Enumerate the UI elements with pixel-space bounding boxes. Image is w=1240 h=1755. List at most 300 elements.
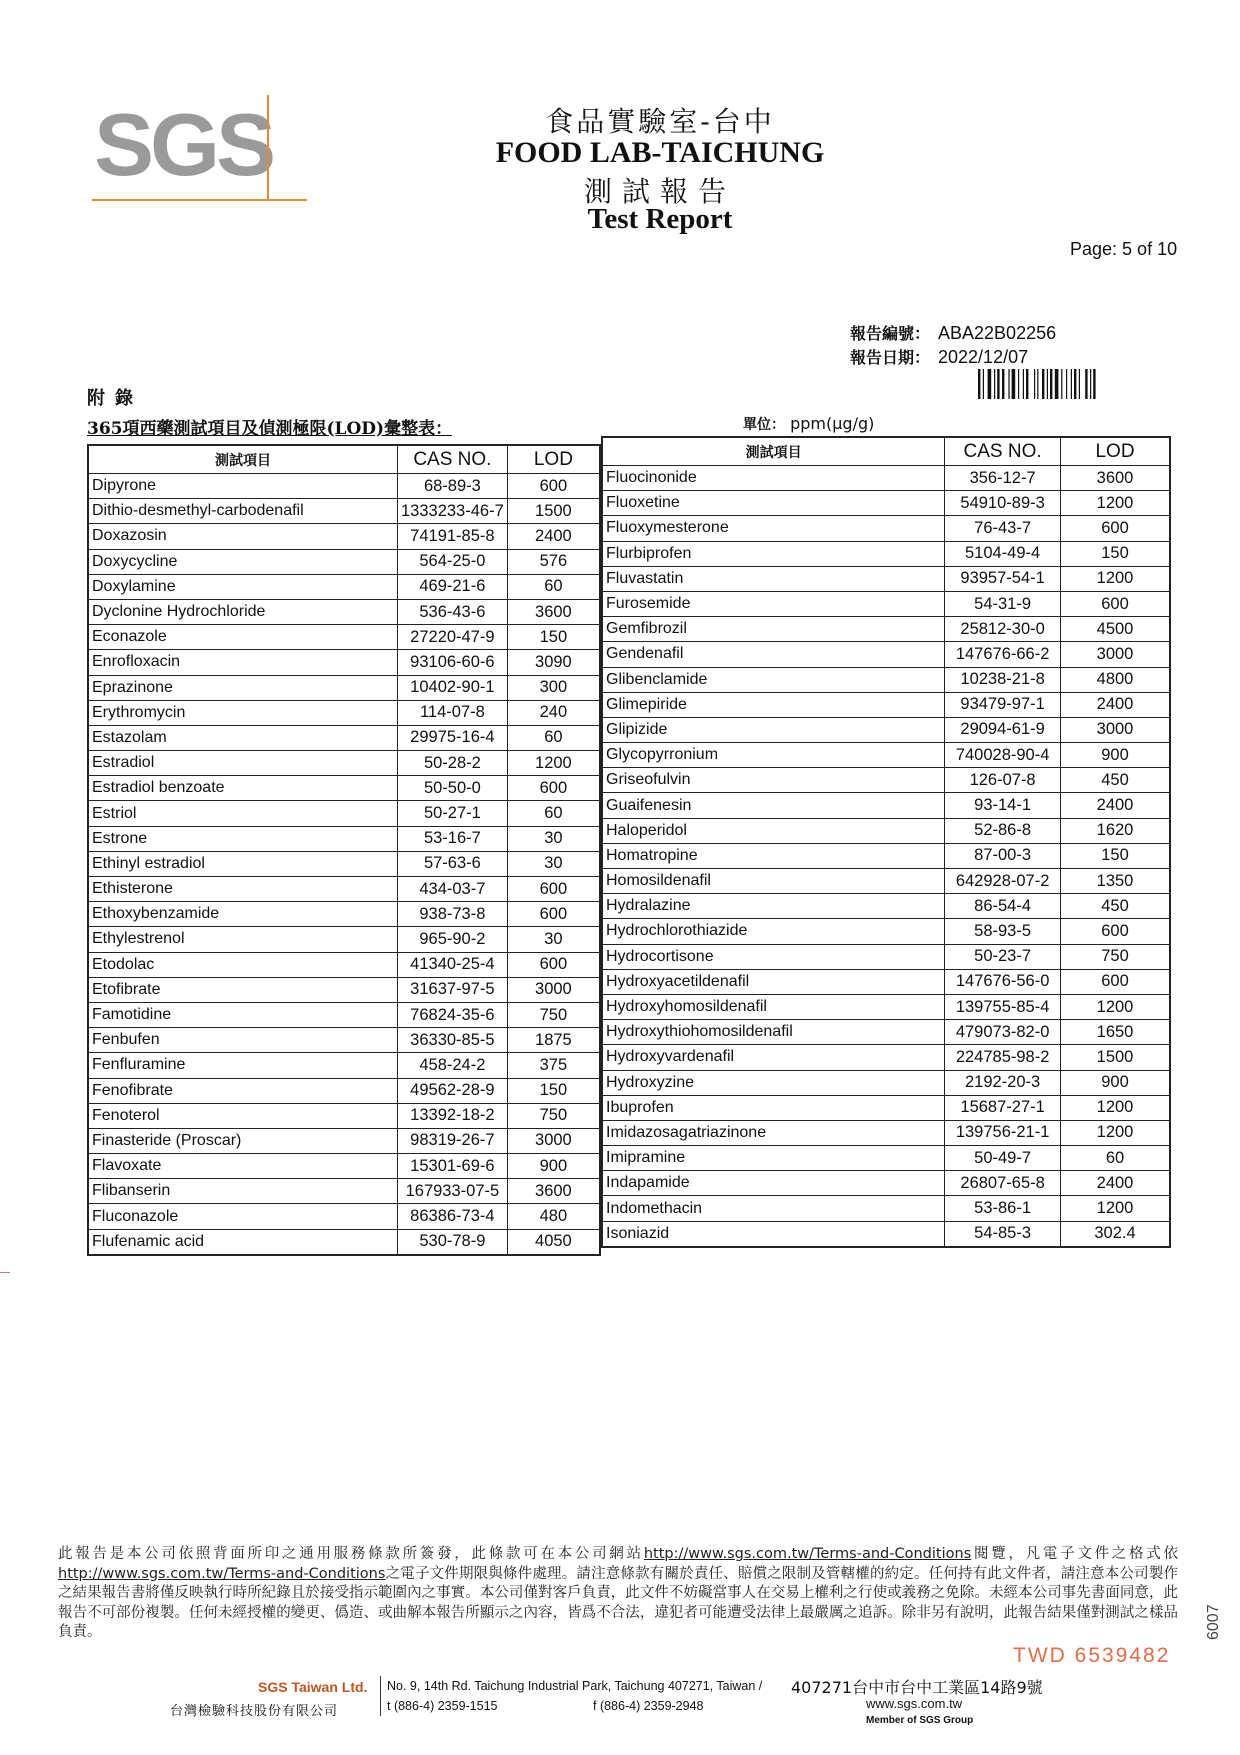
lod-value-cell: 3000	[507, 977, 600, 1002]
table-row	[602, 869, 1170, 894]
table-row	[88, 549, 600, 574]
drug-name-cell: Indomethacin	[602, 1196, 945, 1221]
col-header-cas: CAS NO.	[945, 437, 1061, 466]
cas-number-cell: 13392-18-2	[398, 1103, 508, 1128]
lod-value-cell: 60	[1061, 1146, 1170, 1171]
table-header-row	[88, 445, 600, 474]
barcode-bar	[1085, 369, 1087, 399]
table-row	[88, 902, 600, 927]
cas-number-cell: 126-07-8	[945, 768, 1061, 793]
table-row	[602, 667, 1170, 692]
drug-name-cell: Doxylamine	[88, 574, 398, 599]
barcode-bar	[1026, 369, 1028, 399]
drug-name-cell: Dyclonine Hydrochloride	[88, 599, 398, 624]
cas-number-cell: 76824-35-6	[398, 1002, 508, 1027]
drug-name-cell: Isoniazid	[602, 1221, 945, 1247]
drug-name-cell: Ethoxybenzamide	[88, 902, 398, 927]
phone-number: t (886-4) 2359-1515	[387, 1699, 498, 1713]
table-row	[602, 1120, 1170, 1145]
table-row	[602, 1020, 1170, 1045]
lod-value-cell: 60	[507, 725, 600, 750]
cas-number-cell: 224785-98-2	[945, 1045, 1061, 1070]
drug-name-cell: Estrone	[88, 826, 398, 851]
drug-name-cell: Ethisterone	[88, 877, 398, 902]
lod-value-cell: 150	[1061, 541, 1170, 566]
barcode-bar	[1093, 369, 1095, 399]
drug-name-cell: Flurbiprofen	[602, 541, 945, 566]
barcode-bar	[1012, 369, 1016, 399]
drug-name-cell: Flavoxate	[88, 1154, 398, 1179]
drug-name-cell: Etodolac	[88, 952, 398, 977]
sgs-logo	[92, 95, 307, 205]
drug-name-cell: Indapamide	[602, 1171, 945, 1196]
drug-name-cell: Ethylestrenol	[88, 927, 398, 952]
table-row	[602, 743, 1170, 768]
cas-number-cell: 469-21-6	[398, 574, 508, 599]
table-row	[88, 1028, 600, 1053]
lod-table-left	[87, 444, 601, 1256]
cas-number-cell: 54-85-3	[945, 1221, 1061, 1247]
table-row	[602, 466, 1170, 491]
table-row	[602, 1045, 1170, 1070]
table-row	[602, 1196, 1170, 1221]
lod-value-cell: 4050	[507, 1229, 600, 1255]
cas-number-cell: 93957-54-1	[945, 566, 1061, 591]
cas-number-cell: 25812-30-0	[945, 617, 1061, 642]
barcode-bar	[1034, 369, 1035, 399]
lod-value-cell: 1200	[1061, 491, 1170, 516]
lod-value-cell: 600	[507, 952, 600, 977]
drug-name-cell: Fenofibrate	[88, 1078, 398, 1103]
drug-name-cell: Estradiol benzoate	[88, 776, 398, 801]
table-row	[88, 927, 600, 952]
cas-number-cell: 26807-65-8	[945, 1171, 1061, 1196]
lod-value-cell: 1200	[1061, 566, 1170, 591]
lod-value-cell: 750	[1061, 944, 1170, 969]
barcode-bar	[997, 369, 999, 399]
cas-number-cell: 10238-21-8	[945, 667, 1061, 692]
cas-number-cell: 139756-21-1	[945, 1120, 1061, 1145]
lod-value-cell: 1650	[1061, 1020, 1170, 1045]
lod-value-cell: 1620	[1061, 818, 1170, 843]
lod-value-cell: 150	[507, 1078, 600, 1103]
table-row	[88, 625, 600, 650]
drug-name-cell: Homosildenafil	[602, 869, 945, 894]
drug-name-cell: Hydralazine	[602, 894, 945, 919]
terms-link-1[interactable]: http://www.sgs.com.tw/Terms-and-Conditions	[643, 1546, 972, 1562]
address-zh: 407271台中市台中工業區14路9號	[791, 1678, 1043, 1697]
drug-name-cell: Fluvastatin	[602, 566, 945, 591]
cas-number-cell: 139755-85-4	[945, 994, 1061, 1019]
lod-value-cell: 2400	[507, 524, 600, 549]
cas-number-cell: 53-16-7	[398, 826, 508, 851]
cas-number-cell: 5104-49-4	[945, 541, 1061, 566]
lod-value-cell: 600	[507, 877, 600, 902]
cas-number-cell: 49562-28-9	[398, 1078, 508, 1103]
cas-number-cell: 2192-20-3	[945, 1070, 1061, 1095]
barcode-bar	[1023, 369, 1024, 399]
table-row	[88, 1103, 600, 1128]
barcode-bar	[1055, 369, 1059, 399]
table-row	[602, 1095, 1170, 1120]
cas-number-cell: 87-00-3	[945, 843, 1061, 868]
drug-name-cell: Fenfluramine	[88, 1053, 398, 1078]
lod-value-cell: 1200	[1061, 1120, 1170, 1145]
disclaimer-part-3: 之電子文件期限與條件處理。請注意條款有關於責任、賠償之限制及管轄權的約定。任何持有此文件者，請注意本公司製作之結果報告書將僅反映執行時所紀錄且於接受指示範圍內之事實。本公司僅對客戶負責，此文件不妨礙當事人在交易上權利之行使或義務之免除。未經本公司事先書面同意，此報告不可部份複製。任何未經授權的變更、僞造、或曲解本報告所顯示之內容，皆爲不合法，違犯者可能遭受法律上最嚴厲之追訴。除非另有說明，此報告結果僅對測試之樣品負責。	[58, 1565, 1178, 1640]
cas-number-cell: 434-03-7	[398, 877, 508, 902]
drug-name-cell: Estriol	[88, 801, 398, 826]
barcode-bar	[1002, 369, 1004, 399]
barcode-bar	[978, 369, 980, 399]
col-header-item: 測試項目	[602, 437, 945, 466]
cas-number-cell: 1333233-46-7	[398, 499, 508, 524]
table-row	[88, 877, 600, 902]
drug-name-cell: Fenbufen	[88, 1028, 398, 1053]
table-row	[88, 977, 600, 1002]
table-row	[88, 776, 600, 801]
table-row	[602, 1070, 1170, 1095]
barcode-bar	[983, 369, 984, 399]
cas-number-cell: 57-63-6	[398, 851, 508, 876]
cas-number-cell: 147676-66-2	[945, 642, 1061, 667]
lod-value-cell: 3600	[507, 1179, 600, 1204]
barcode-bar	[1018, 369, 1019, 399]
drug-name-cell: Griseofulvin	[602, 768, 945, 793]
drug-name-cell: Hydrochlorothiazide	[602, 919, 945, 944]
lod-value-cell: 3600	[1061, 466, 1170, 491]
table-row	[602, 843, 1170, 868]
lod-value-cell: 1200	[507, 751, 600, 776]
table-row	[602, 541, 1170, 566]
table-row	[88, 524, 600, 549]
table-row	[88, 499, 600, 524]
cas-number-cell: 54-31-9	[945, 591, 1061, 616]
barcode	[978, 369, 1150, 399]
cas-number-cell: 53-86-1	[945, 1196, 1061, 1221]
cas-number-cell: 86-54-4	[945, 894, 1061, 919]
drug-name-cell: Fluoxetine	[602, 491, 945, 516]
table-row	[602, 1221, 1170, 1247]
drug-name-cell: Etofibrate	[88, 977, 398, 1002]
table-row	[602, 818, 1170, 843]
cas-number-cell: 530-78-9	[398, 1229, 508, 1255]
lod-value-cell: 2400	[1061, 793, 1170, 818]
cas-number-cell: 27220-47-9	[398, 625, 508, 650]
table-row	[602, 1146, 1170, 1171]
table-row	[88, 1128, 600, 1153]
drug-name-cell: Glycopyrronium	[602, 743, 945, 768]
table-row	[602, 919, 1170, 944]
lod-value-cell: 30	[507, 927, 600, 952]
table-row	[602, 491, 1170, 516]
cas-number-cell: 93479-97-1	[945, 692, 1061, 717]
cas-number-cell: 93-14-1	[945, 793, 1061, 818]
lod-value-cell: 240	[507, 700, 600, 725]
table-row	[602, 516, 1170, 541]
lab-title-zh: 食品實驗室-台中	[545, 105, 775, 138]
cas-number-cell: 54910-89-3	[945, 491, 1061, 516]
drug-name-cell: Estazolam	[88, 725, 398, 750]
margin-mark	[0, 1272, 10, 1273]
drug-name-cell: Hydroxyacetildenafil	[602, 969, 945, 994]
drug-name-cell: Gemfibrozil	[602, 617, 945, 642]
unit-line	[743, 414, 874, 434]
table-row	[88, 574, 600, 599]
company-name-zh: 台灣檢驗科技股份有限公司	[170, 1704, 339, 1719]
cas-number-cell: 458-24-2	[398, 1053, 508, 1078]
cas-number-cell: 76-43-7	[945, 516, 1061, 541]
table-row	[602, 894, 1170, 919]
cas-number-cell: 68-89-3	[398, 474, 508, 499]
table-row	[88, 826, 600, 851]
barcode-bar	[1047, 369, 1048, 399]
drug-name-cell: Doxazosin	[88, 524, 398, 549]
address-en: No. 9, 14th Rd. Taichung Industrial Park, Taichung 407271, Taiwan /	[387, 1679, 763, 1693]
drug-name-cell: Hydroxyhomosildenafil	[602, 994, 945, 1019]
barcode-bar	[1079, 369, 1080, 399]
lod-value-cell: 450	[1061, 894, 1170, 919]
lod-value-cell: 900	[1061, 1070, 1170, 1095]
table-row	[88, 650, 600, 675]
lod-value-cell: 600	[1061, 591, 1170, 616]
member-note: Member of SGS Group	[866, 1715, 974, 1726]
cas-number-cell: 93106-60-6	[398, 650, 508, 675]
drug-name-cell: Fluoxymesterone	[602, 516, 945, 541]
cas-number-cell: 50-49-7	[945, 1146, 1061, 1171]
cas-number-cell: 50-50-0	[398, 776, 508, 801]
drug-name-cell: Finasteride (Proscar)	[88, 1128, 398, 1153]
lod-value-cell: 4800	[1061, 667, 1170, 692]
barcode-bar	[1008, 369, 1009, 399]
barcode-bar	[1042, 369, 1044, 399]
svg-text:SGS: SGS	[94, 95, 274, 194]
cas-number-cell: 10402-90-1	[398, 675, 508, 700]
lod-value-cell: 1500	[507, 499, 600, 524]
drug-name-cell: Homatropine	[602, 843, 945, 868]
lod-value-cell: 302.4	[1061, 1221, 1170, 1247]
barcode-bar	[1066, 369, 1067, 399]
report-title-en: Test Report	[587, 203, 733, 235]
lod-value-cell: 750	[507, 1103, 600, 1128]
lod-value-cell: 600	[507, 776, 600, 801]
table-row	[602, 1171, 1170, 1196]
cas-number-cell: 167933-07-5	[398, 1179, 508, 1204]
lod-value-cell: 900	[1061, 743, 1170, 768]
lod-value-cell: 60	[507, 801, 600, 826]
cas-number-cell: 147676-56-0	[945, 969, 1061, 994]
lod-value-cell: 300	[507, 675, 600, 700]
table-row	[88, 1204, 600, 1229]
drug-name-cell: Famotidine	[88, 1002, 398, 1027]
drug-name-cell: Estradiol	[88, 751, 398, 776]
table-row	[602, 642, 1170, 667]
lod-value-cell: 4500	[1061, 617, 1170, 642]
cas-number-cell: 50-23-7	[945, 944, 1061, 969]
lod-value-cell: 1500	[1061, 1045, 1170, 1070]
cas-number-cell: 29975-16-4	[398, 725, 508, 750]
table-row	[602, 969, 1170, 994]
drug-name-cell: Econazole	[88, 625, 398, 650]
table-body	[88, 474, 600, 1255]
lod-value-cell: 2400	[1061, 692, 1170, 717]
lod-value-cell: 600	[1061, 969, 1170, 994]
drug-name-cell: Imidazosagatriazinone	[602, 1120, 945, 1145]
cas-number-cell: 86386-73-4	[398, 1204, 508, 1229]
drug-name-cell: Guaifenesin	[602, 793, 945, 818]
table-row	[88, 675, 600, 700]
table-header-row	[602, 437, 1170, 466]
barcode-bar	[1090, 369, 1091, 399]
drug-name-cell: Dipyrone	[88, 474, 398, 499]
col-header-lod: LOD	[507, 445, 600, 474]
table-row	[602, 717, 1170, 742]
barcode-bar	[988, 369, 992, 399]
table-row	[88, 1179, 600, 1204]
lod-value-cell: 2400	[1061, 1171, 1170, 1196]
report-date-value: 2022/12/07	[938, 347, 1029, 367]
disclaimer-part-2: 閱覽，凡電子文件之格式依	[971, 1546, 1178, 1562]
drug-name-cell: Ethinyl estradiol	[88, 851, 398, 876]
lod-value-cell: 480	[507, 1204, 600, 1229]
drug-name-cell: Glibenclamide	[602, 667, 945, 692]
cas-number-cell: 74191-85-8	[398, 524, 508, 549]
serial-number: TWD 6539482	[1013, 1644, 1171, 1667]
drug-name-cell: Enrofloxacin	[88, 650, 398, 675]
cas-number-cell: 29094-61-9	[945, 717, 1061, 742]
drug-name-cell: Hydroxythiohomosildenafil	[602, 1020, 945, 1045]
lod-value-cell: 3090	[507, 650, 600, 675]
table-row	[602, 692, 1170, 717]
table-row	[88, 1002, 600, 1027]
drug-name-cell: Ibuprofen	[602, 1095, 945, 1120]
report-title-zh: 測試報告	[583, 175, 736, 208]
lod-value-cell: 1350	[1061, 869, 1170, 894]
drug-name-cell: Haloperidol	[602, 818, 945, 843]
lod-value-cell: 600	[1061, 516, 1170, 541]
cas-number-cell: 479073-82-0	[945, 1020, 1061, 1045]
lod-value-cell: 3000	[1061, 642, 1170, 667]
table-row	[602, 793, 1170, 818]
cas-number-cell: 36330-85-5	[398, 1028, 508, 1053]
lod-value-cell: 150	[1061, 843, 1170, 868]
table-caption: 365項西藥測試項目及偵測極限(LOD)彙整表：	[87, 419, 453, 439]
report-number	[850, 321, 1056, 344]
cas-number-cell: 356-12-7	[945, 466, 1061, 491]
table-row	[88, 952, 600, 977]
report-date-label: 報告日期：	[850, 348, 931, 367]
lod-value-cell: 3000	[507, 1128, 600, 1153]
drug-name-cell: Hydroxyvardenafil	[602, 1045, 945, 1070]
cas-number-cell: 41340-25-4	[398, 952, 508, 977]
table-row	[602, 768, 1170, 793]
barcode-bar	[994, 369, 995, 399]
drug-name-cell: Glipizide	[602, 717, 945, 742]
lod-table-right	[601, 436, 1171, 1248]
cas-number-cell: 740028-90-4	[945, 743, 1061, 768]
table-row	[88, 474, 600, 499]
table-row	[602, 591, 1170, 616]
barcode-bar	[1071, 369, 1072, 399]
drug-name-cell: Gendenafil	[602, 642, 945, 667]
lod-value-cell: 600	[1061, 919, 1170, 944]
table-row	[88, 801, 600, 826]
cas-number-cell: 965-90-2	[398, 927, 508, 952]
table-row	[88, 1154, 600, 1179]
lod-value-cell: 3600	[507, 599, 600, 624]
table-row	[88, 1229, 600, 1255]
drug-name-cell: Flufenamic acid	[88, 1229, 398, 1255]
table-row	[88, 1078, 600, 1103]
col-header-item: 測試項目	[88, 445, 398, 474]
col-header-cas: CAS NO.	[398, 445, 508, 474]
col-header-lod: LOD	[1061, 437, 1170, 466]
drug-name-cell: Eprazinone	[88, 675, 398, 700]
drug-name-cell: Dithio-desmethyl-carbodenafil	[88, 499, 398, 524]
lod-value-cell: 1200	[1061, 1196, 1170, 1221]
cas-number-cell: 98319-26-7	[398, 1128, 508, 1153]
drug-name-cell: Fenoterol	[88, 1103, 398, 1128]
lod-value-cell: 450	[1061, 768, 1170, 793]
table-row	[88, 725, 600, 750]
table-row	[88, 751, 600, 776]
lab-title-en: FOOD LAB-TAICHUNG	[495, 136, 825, 169]
drug-name-cell: Flibanserin	[88, 1179, 398, 1204]
drug-name-cell: Glimepiride	[602, 692, 945, 717]
barcode-bar	[1074, 369, 1076, 399]
lod-value-cell: 600	[507, 902, 600, 927]
cas-number-cell: 15301-69-6	[398, 1154, 508, 1179]
lod-value-cell: 30	[507, 826, 600, 851]
report-date	[850, 345, 1028, 368]
drug-name-cell: Fluconazole	[88, 1204, 398, 1229]
drug-name-cell: Doxycycline	[88, 549, 398, 574]
footer-divider	[380, 1676, 381, 1716]
barcode-bar	[1061, 369, 1062, 399]
table-row	[88, 1053, 600, 1078]
report-number-label: 報告編號：	[850, 324, 931, 343]
lod-value-cell: 900	[507, 1154, 600, 1179]
website-link[interactable]: www.sgs.com.tw	[866, 1696, 963, 1711]
lod-value-cell: 600	[507, 474, 600, 499]
cas-number-cell: 938-73-8	[398, 902, 508, 927]
barcode-bar	[1037, 369, 1038, 399]
cas-number-cell: 50-27-1	[398, 801, 508, 826]
lod-value-cell: 750	[507, 1002, 600, 1027]
lod-value-cell: 3000	[1061, 717, 1170, 742]
cas-number-cell: 50-28-2	[398, 751, 508, 776]
disclaimer-part-1: 此報告是本公司依照背面所印之通用服務條款所簽發，此條款可在本公司網站	[58, 1546, 644, 1562]
table-row	[88, 599, 600, 624]
drug-name-cell: Hydroxyzine	[602, 1070, 945, 1095]
lod-value-cell: 1875	[507, 1028, 600, 1053]
drug-name-cell: Fluocinonide	[602, 466, 945, 491]
lod-value-cell: 30	[507, 851, 600, 876]
drug-name-cell: Erythromycin	[88, 700, 398, 725]
terms-link-2[interactable]: http://www.sgs.com.tw/Terms-and-Conditions	[58, 1565, 386, 1582]
appendix-label: 附錄	[87, 388, 143, 409]
table-row	[602, 994, 1170, 1019]
disclaimer-text	[58, 1545, 1178, 1643]
cas-number-cell: 15687-27-1	[945, 1095, 1061, 1120]
side-code: 6007	[1205, 1604, 1222, 1640]
table-row	[88, 700, 600, 725]
drug-name-cell: Hydrocortisone	[602, 944, 945, 969]
table-body	[602, 466, 1170, 1247]
table-row	[602, 944, 1170, 969]
table-row	[602, 566, 1170, 591]
lod-value-cell: 576	[507, 549, 600, 574]
cas-number-cell: 642928-07-2	[945, 869, 1061, 894]
